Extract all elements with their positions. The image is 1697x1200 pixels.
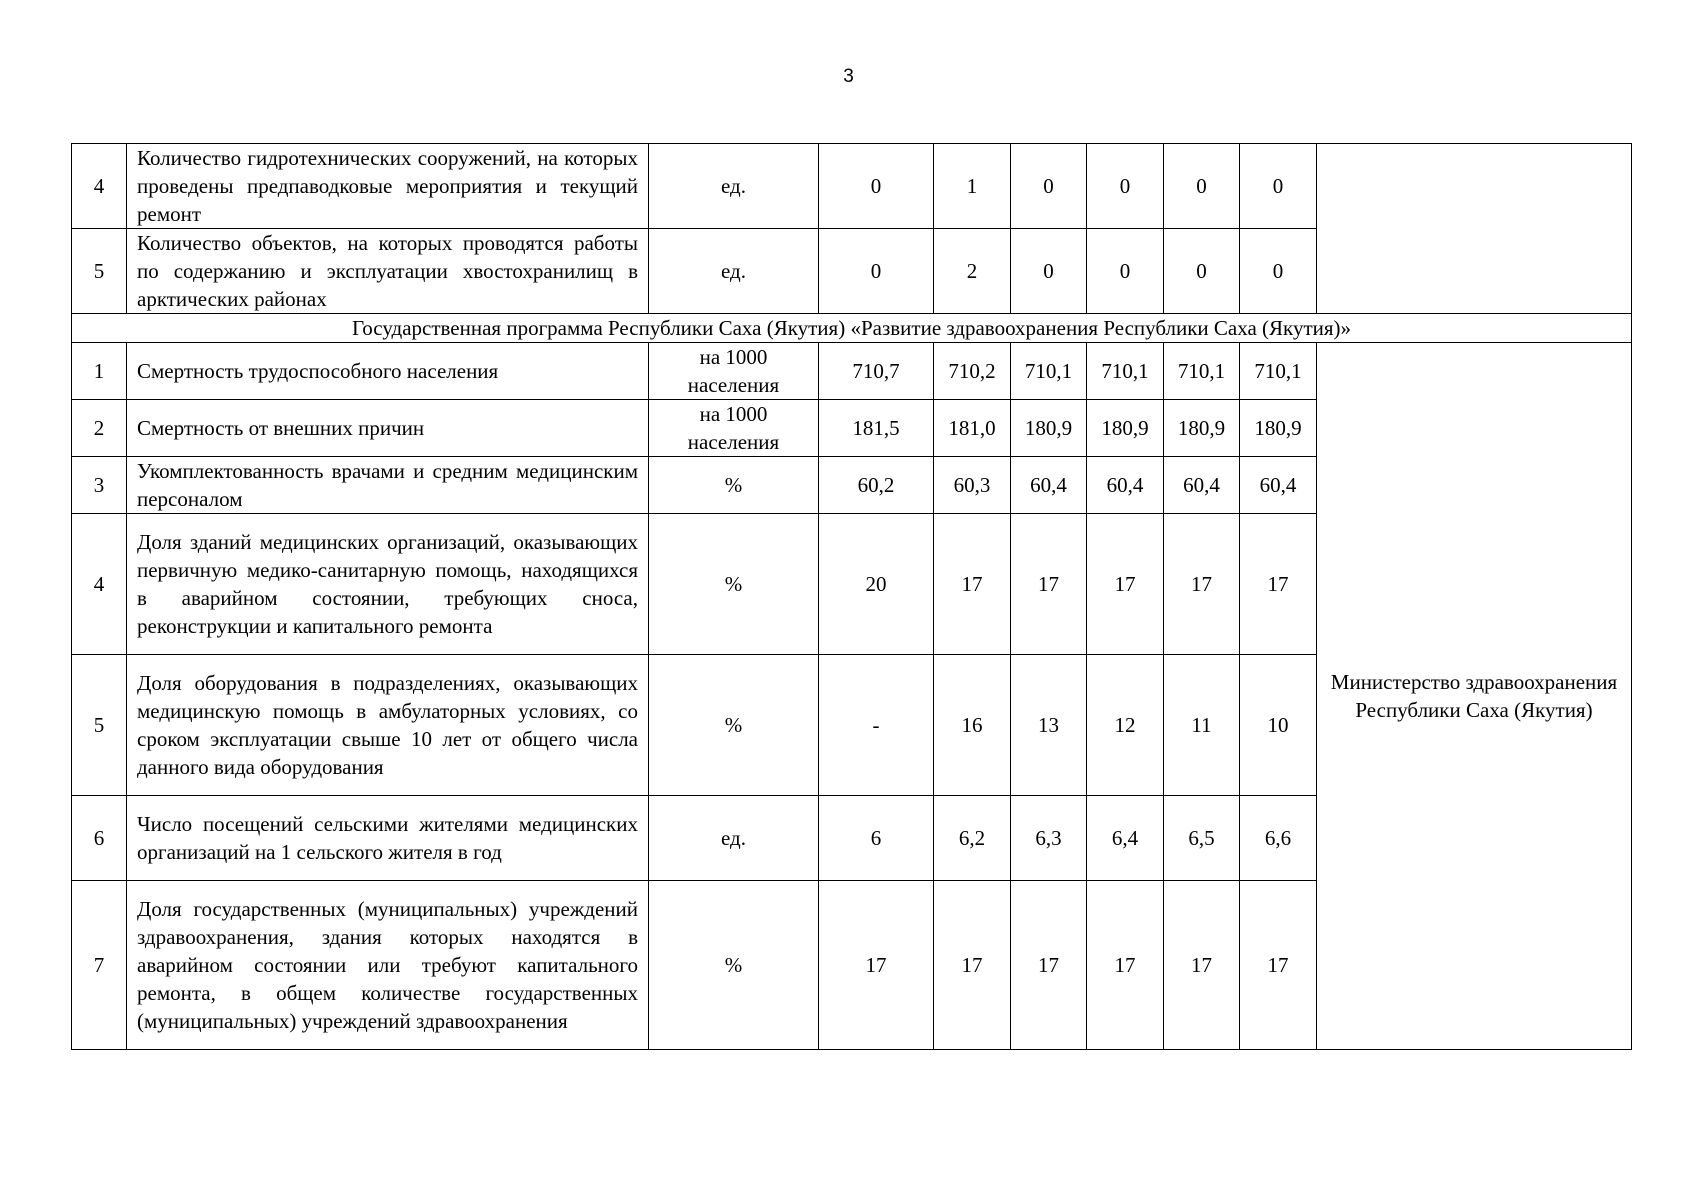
value-cell: 11 [1164,655,1240,796]
row-number: 4 [72,514,127,655]
table-row [72,343,1632,400]
row-number: 5 [72,655,127,796]
value-cell: 181,5 [819,400,934,457]
value-cell: 0 [1087,144,1164,229]
value-cell: 20 [819,514,934,655]
value-cell: 60,2 [819,457,934,514]
value-cell: 2 [934,229,1011,314]
row-number: 6 [72,796,127,881]
value-cell: 60,4 [1164,457,1240,514]
value-cell: 0 [1164,144,1240,229]
value-cell: 13 [1011,655,1087,796]
table-row [72,144,1632,229]
value-cell: 17 [1087,514,1164,655]
value-cell: 6 [819,796,934,881]
value-cell: 17 [934,881,1011,1050]
indicator-name: Количество гидротехнических сооружений, на которых проведены предпаводковые мероприятия и текущий ремонт [127,144,649,229]
value-cell: 180,9 [1164,400,1240,457]
section-title: Государственная программа Республики Саха (Якутия) «Развитие здравоохранения Республики Саха (Якутия)» [72,314,1632,343]
row-number: 4 [72,144,127,229]
value-cell: 180,9 [1240,400,1317,457]
value-cell: 60,4 [1087,457,1164,514]
value-cell: 0 [1240,144,1317,229]
responsible-cell [1317,144,1632,314]
value-cell: 17 [1011,881,1087,1050]
value-cell: 180,9 [1011,400,1087,457]
indicator-name: Количество объектов, на которых проводятся работы по содержанию и эксплуатации хвостохранилищ в арктических районах [127,229,649,314]
value-cell: 710,1 [1164,343,1240,400]
value-cell: 710,2 [934,343,1011,400]
row-number: 1 [72,343,127,400]
value-cell: 0 [1011,229,1087,314]
indicator-name: Доля зданий медицинских организаций, оказывающих первичную медико-санитарную помощь, находящихся в аварийном состоянии, требующих сноса, реконструкции и капитального ремонта [127,514,649,655]
value-cell: 12 [1087,655,1164,796]
value-cell: 6,6 [1240,796,1317,881]
unit-cell: ед. [649,796,819,881]
row-number: 3 [72,457,127,514]
value-cell: 6,5 [1164,796,1240,881]
value-cell: 60,4 [1011,457,1087,514]
value-cell: 6,4 [1087,796,1164,881]
value-cell: 0 [1164,229,1240,314]
value-cell: 6,3 [1011,796,1087,881]
value-cell: 17 [934,514,1011,655]
value-cell: 0 [1011,144,1087,229]
unit-cell: ед. [649,144,819,229]
unit-cell: % [649,655,819,796]
value-cell: 17 [819,881,934,1050]
value-cell: 17 [1240,514,1317,655]
value-cell: 16 [934,655,1011,796]
row-number: 5 [72,229,127,314]
value-cell: 17 [1087,881,1164,1050]
unit-cell: % [649,457,819,514]
value-cell: 60,4 [1240,457,1317,514]
value-cell: 710,1 [1011,343,1087,400]
unit-cell: на 1000 населения [649,400,819,457]
indicator-name: Число посещений сельскими жителями медицинских организаций на 1 сельского жителя в год [127,796,649,881]
value-cell: 6,2 [934,796,1011,881]
indicators-table [71,143,1632,1050]
value-cell: 60,3 [934,457,1011,514]
value-cell: 0 [1087,229,1164,314]
unit-cell: % [649,881,819,1050]
unit-cell: на 1000 населения [649,343,819,400]
unit-cell: ед. [649,229,819,314]
value-cell: 17 [1164,881,1240,1050]
indicator-name: Доля государственных (муниципальных) учреждений здравоохранения, здания которых находятся в аварийном состоянии или требуют капитального ремонта, в общем количестве государственных (муниципальных) учреждений здравоохранения [127,881,649,1050]
value-cell: 710,7 [819,343,934,400]
value-cell: 0 [819,229,934,314]
value-cell: 10 [1240,655,1317,796]
unit-cell: % [649,514,819,655]
value-cell: 0 [819,144,934,229]
indicator-name: Доля оборудования в подразделениях, оказывающих медицинскую помощь в амбулаторных условиях, со сроком эксплуатации свыше 10 лет от общего числа данного вида оборудования [127,655,649,796]
indicator-name: Смертность трудоспособного населения [127,343,649,400]
value-cell: 0 [1240,229,1317,314]
indicator-name: Укомплектованность врачами и средним медицинским персоналом [127,457,649,514]
section-header-row [72,314,1632,343]
value-cell: 17 [1164,514,1240,655]
row-number: 2 [72,400,127,457]
value-cell: 180,9 [1087,400,1164,457]
value-cell: 710,1 [1240,343,1317,400]
value-cell: - [819,655,934,796]
value-cell: 181,0 [934,400,1011,457]
row-number: 7 [72,881,127,1050]
value-cell: 1 [934,144,1011,229]
value-cell: 710,1 [1087,343,1164,400]
indicator-name: Смертность от внешних причин [127,400,649,457]
value-cell: 17 [1240,881,1317,1050]
responsible-cell: Министерство здравоохранения Республики Саха (Якутия) [1317,343,1632,1050]
page-number: 3 [843,66,854,87]
value-cell: 17 [1011,514,1087,655]
